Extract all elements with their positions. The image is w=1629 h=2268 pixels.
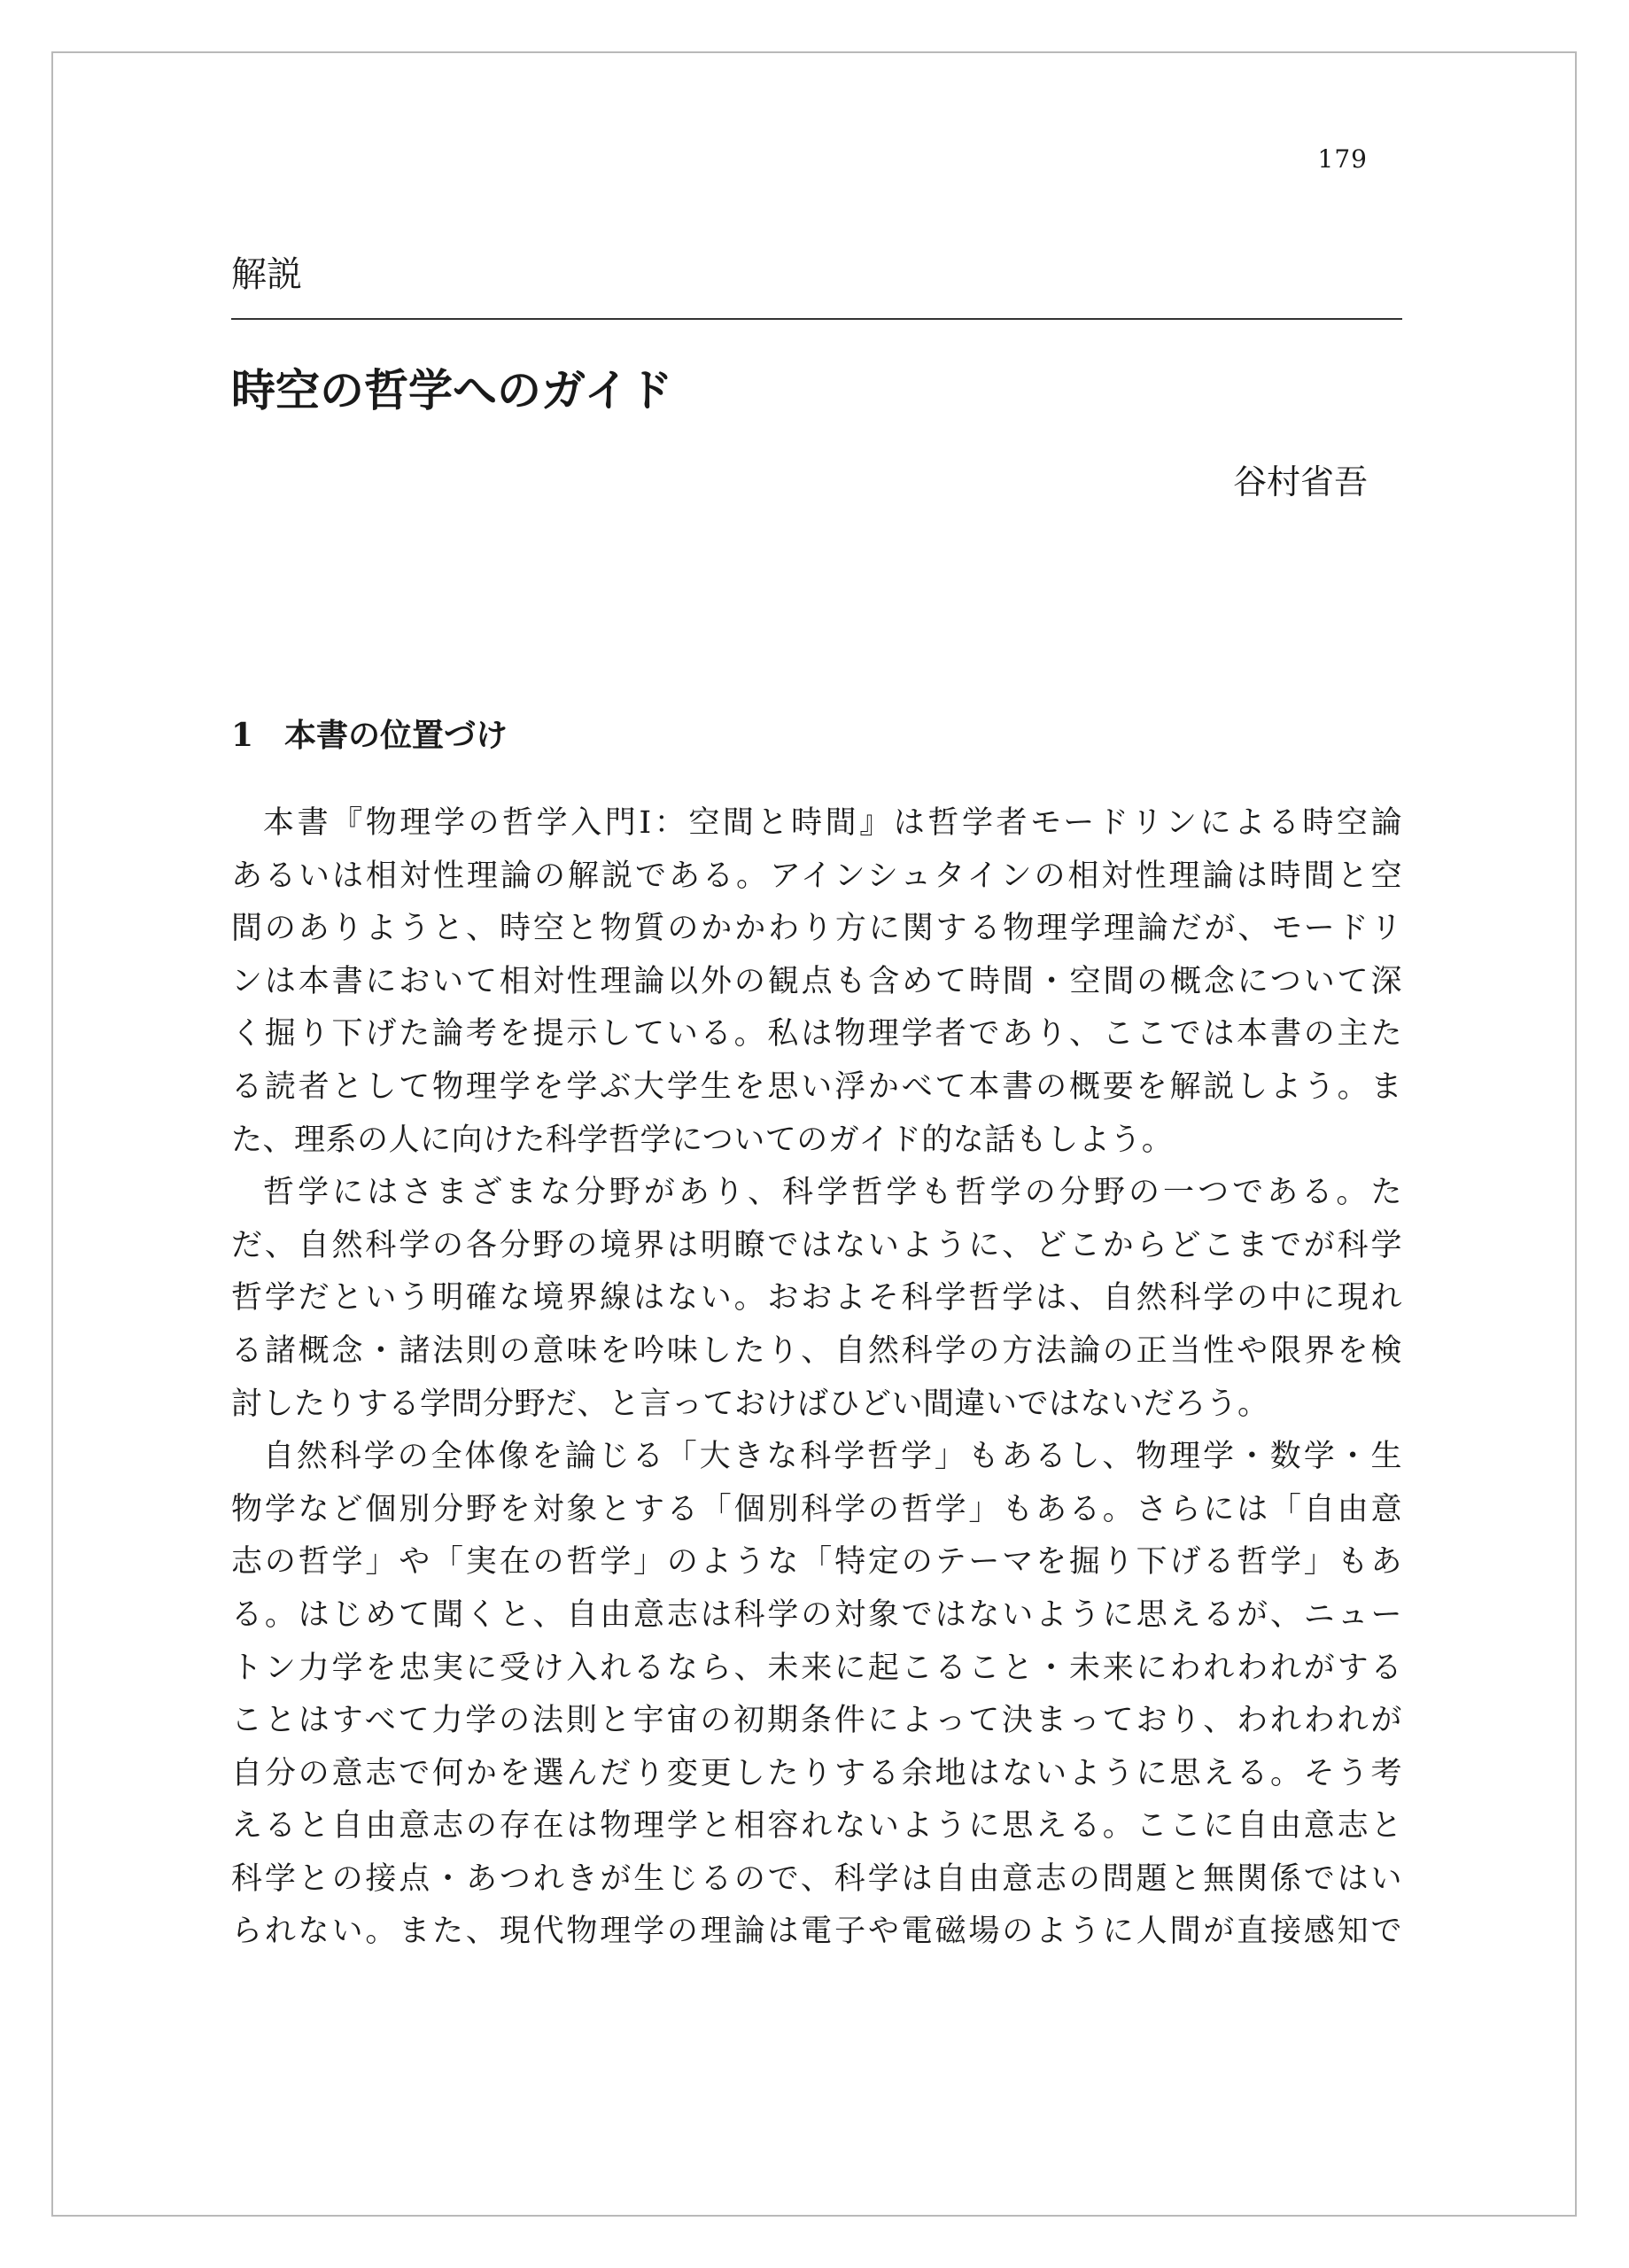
text-line: えると自由意志の存在は物理学と相容れないように思える。ここに自由意志と [231, 1808, 1402, 1845]
body-text [231, 797, 1402, 1959]
text-line: 志の哲学」や「実在の哲学」のような「特定のテーマを掘り下げる哲学」もあ [231, 1544, 1402, 1581]
text-line: く掘り下げた論考を提示している。私は物理学者であり、ここでは本書の主た [231, 1016, 1402, 1052]
section-heading [231, 719, 508, 752]
text-line: ンは本書において相対性理論以外の観点も含めて時間・空間の概念について深 [231, 963, 1402, 999]
text-line: る諸概念・諸法則の意味を吟味したり、自然科学の方法論の正当性や限界を検 [231, 1332, 1402, 1369]
text-line: られない。また、現代物理学の理論は電子や電磁場のように人間が直接感知で [231, 1914, 1402, 1950]
text-line: 自然科学の全体像を論じる「大きな科学哲学」もあるし、物理学・数学・生 [263, 1439, 1402, 1475]
text-line: 哲学にはさまざまな分野があり、科学哲学も哲学の分野の一つである。た [263, 1175, 1402, 1211]
page-title: 時空の哲学へのガイド [231, 364, 673, 416]
text-line: た、理系の人に向けた科学哲学についてのガイド的な話もしよう。 [231, 1122, 1174, 1158]
text-line: あるいは相対性理論の解説である。アインシュタインの相対性理論は時間と空 [231, 858, 1402, 894]
text-line: 自分の意志で何かを選んだり変更したりする余地はないように思える。そう考 [231, 1755, 1402, 1791]
text-line: だ、自然科学の各分野の境界は明瞭ではないように、どこからどこまでが科学 [231, 1227, 1402, 1263]
text-line: ことはすべて力学の法則と宇宙の初期条件によって決まっており、われわれが [231, 1703, 1402, 1739]
section-divider [231, 318, 1402, 320]
text-line: る読者として物理学を学ぶ大学生を思い浮かべて本書の概要を解説しよう。ま [231, 1068, 1402, 1105]
page-number: 179 [1317, 144, 1368, 174]
text-line: 科学との接点・あつれきが生じるので、科学は自由意志の問題と無関係ではい [231, 1860, 1402, 1897]
text-line: 物学など個別分野を対象とする「個別科学の哲学」もある。さらには「自由意 [231, 1491, 1402, 1527]
author-name: 谷村省吾 [1232, 462, 1368, 501]
section-heading-text: 本書の位置づけ [284, 718, 508, 754]
text-line: 本書『物理学の哲学入門Ⅰ：空間と時間』は哲学者モードリンによる時空論 [263, 805, 1402, 841]
section-number: 1 [231, 717, 254, 754]
text-line: 間のありようと、時空と物質のかかわり方に関する物理学理論だが、モードリ [231, 911, 1402, 947]
text-line: る。はじめて聞くと、自由意志は科学の対象ではないように思えるが、ニュー [231, 1596, 1402, 1633]
section-label: 解説 [231, 254, 302, 295]
text-line: トン力学を忠実に受け入れるなら、未来に起こること・未来にわれわれがする [231, 1650, 1402, 1686]
text-line: 哲学だという明確な境界線はない。おおよそ科学哲学は、自然科学の中に現れ [231, 1280, 1402, 1317]
text-line: 討したりする学問分野だ、と言っておけばひどい間違いではないだろう。 [231, 1386, 1269, 1422]
